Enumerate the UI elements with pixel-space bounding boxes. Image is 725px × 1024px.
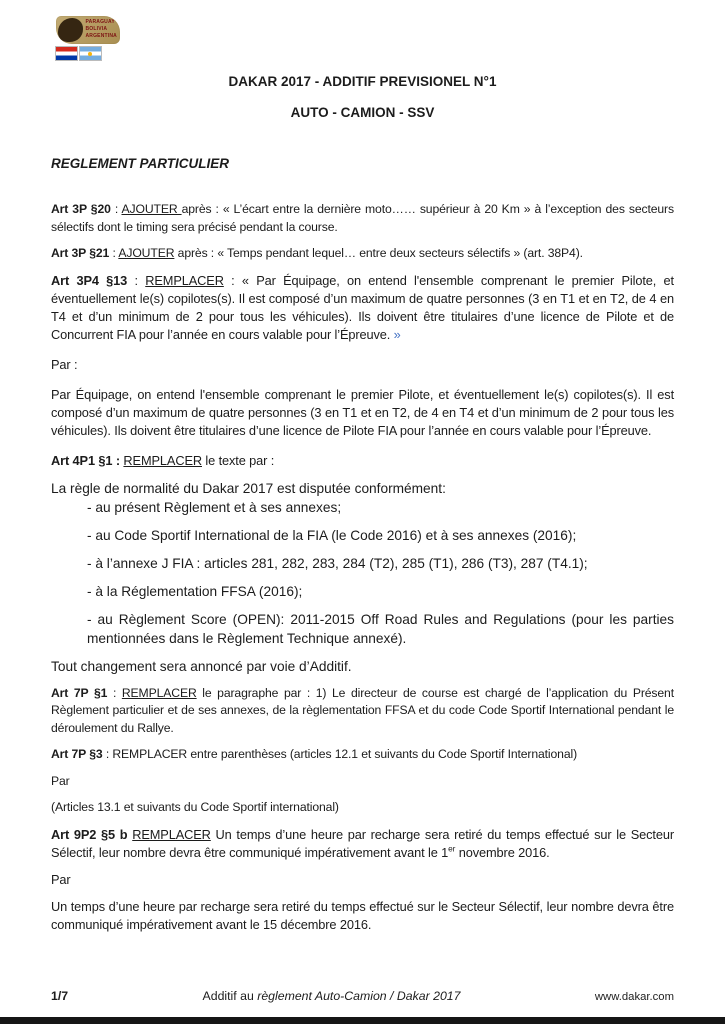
text-run: (Articles 13.1 et suivants du Code Sportif international)	[51, 800, 339, 814]
section-heading: REGLEMENT PARTICULIER	[51, 156, 230, 171]
art-9p2-5b	[51, 826, 674, 862]
logo-country-paraguay: PARAGUAY	[85, 19, 115, 25]
dakar-logo-badge	[56, 16, 120, 44]
logo-country-names	[85, 19, 117, 40]
text-run: AJOUTER	[121, 202, 182, 216]
list-item	[51, 498, 674, 517]
text-run: REMPLACER	[132, 826, 211, 842]
art-3p-20	[51, 201, 674, 236]
text-run: - au présent Règlement et à ses annexes;	[87, 499, 342, 515]
footer-center-text	[68, 989, 595, 1003]
replacement-3p4-13	[51, 386, 674, 440]
text-run: Par Équipage, on entend l'ensemble comprenant le premier Pilote, et éventuellement le(s) copilotes(s). Il est composé d’un maximum de quatre personnes (3 en T1 et en T2, de 4 en T4 et d’un minimum de 2 pour tous les véhicules). Ils doivent être titulaires d’une licence de Pilote FIA pour l’année en cours valable pour l’Épreuve.	[51, 386, 674, 438]
par-label	[51, 871, 674, 889]
logo-country-bolivia: BOLIVIA	[85, 26, 108, 32]
logo-flags	[56, 47, 120, 60]
text-run: Un temps d’une heure par recharge sera retiré du temps effectué sur le Secteur Sélectif, leur nombre devra être communiqué impérativement avant le 15 décembre 2016.	[51, 898, 674, 932]
list-item	[51, 582, 674, 601]
additif-note	[51, 657, 674, 676]
text-run: Par :	[51, 356, 78, 372]
page-bottom-edge	[0, 1017, 725, 1024]
dakar-bedouin-icon	[58, 18, 83, 42]
argentina-flag-icon	[80, 47, 101, 60]
logo-country-argentina: ARGENTINA	[85, 33, 117, 39]
text-run: - à l’annexe J FIA : articles 281, 282, 283, 284 (T2), 285 (T1), 286 (T3), 287 (T4.1);	[87, 555, 588, 571]
text-run: :	[107, 685, 122, 700]
text-run: Art 3P §21	[51, 246, 110, 260]
text-run: REMPLACER	[121, 685, 197, 700]
document-subtitle: AUTO - CAMION - SSV	[290, 105, 435, 120]
footer-center-italic: règlement Auto-Camion / Dakar 2017	[257, 989, 461, 1003]
footer-website-link[interactable]: www.dakar.com	[594, 991, 674, 1003]
par-label	[51, 356, 674, 374]
list-item	[51, 610, 674, 648]
page-number: 1/7	[51, 989, 69, 1003]
text-run: Tout changement sera annoncé par voie d’Additif.	[51, 658, 352, 674]
art-4p1-1	[51, 452, 674, 470]
document-body	[51, 201, 674, 934]
art-7p-3	[51, 746, 674, 764]
text-run: Art 3P §20	[51, 202, 111, 216]
art-3p4-13	[51, 272, 674, 344]
text-run: Par	[51, 773, 70, 788]
normality-intro	[51, 479, 674, 498]
text-run: :	[127, 272, 146, 288]
dakar-logo	[56, 16, 120, 60]
text-run: Art 7P §3	[51, 747, 103, 761]
document-title: DAKAR 2017 - ADDITIF PREVISIONEL N°1	[228, 74, 497, 89]
text-run: Art 7P §1	[51, 685, 108, 700]
text-run: :	[109, 246, 119, 260]
art-3p-21	[51, 245, 674, 263]
text-run: Art 3P4 §13	[51, 272, 128, 288]
text-run: - à la Réglementation FFSA (2016);	[87, 583, 303, 599]
text-run: : REMPLACER entre parenthèses (articles 12.1 et suivants du Code Sportif International)	[102, 747, 578, 761]
text-run: : « Par Équipage, on entend l'ensemble comprenant le premier Pilote, et éventuellement le(s) copilotes(s). Il est composé d’un maximum de quatre personnes (3 en T1 et en T2, de 4 en T4 et d’un minimum de 2 pour tous les véhicules). Ils doivent être titulaires d’une licence de Pilote et de Concurrent FIA pour l’année en cours valable pour l’Épreuve.	[51, 272, 674, 342]
art-7p-1	[51, 685, 674, 738]
text-run: - au Règlement Score (OPEN): 2011-2015 Off Road Rules and Regulations (pour les parties mentionnées dans le Règlement Technique annexé).	[87, 611, 674, 646]
text-run: le texte par :	[202, 452, 275, 468]
footer-center-regular: Additif au	[202, 989, 258, 1003]
list-item	[51, 526, 674, 545]
text-run: REMPLACER	[123, 452, 202, 468]
text-run: »	[393, 326, 401, 342]
text-run: après : « L’écart entre la dernière moto…… supérieur à 20 Km » à l’exception des secteurs sélectifs dont le timing sera précisé pendant la course.	[51, 202, 674, 234]
text-run: Par	[51, 871, 71, 887]
text-run: AJOUTER	[118, 246, 175, 260]
replacement-9p2-5b	[51, 898, 674, 934]
list-item	[51, 554, 674, 573]
text-run: :	[110, 202, 122, 216]
text-run: Art 9P2 §5 b	[51, 826, 133, 842]
text-run: La règle de normalité du Dakar 2017 est disputée conformément:	[51, 480, 446, 496]
text-run: Un temps d’une heure par recharge sera retiré du temps effectué sur le Secteur Sélectif, leur nombre devra être communiqué impérativement avant le 1	[51, 826, 674, 860]
page-footer	[51, 989, 674, 1003]
text-run: Art 4P1 §1 :	[51, 452, 124, 468]
text-run: REMPLACER	[145, 272, 224, 288]
text-run: novembre 2016.	[455, 844, 550, 860]
paraguay-flag-icon	[56, 47, 77, 60]
replacement-7p-3	[51, 799, 674, 817]
text-run: le paragraphe par : 1) Le directeur de course est chargé de l’application du Présent Règlement particulier et de ses annexes, de la règlementation FFSA et du code Code Sportif International pendant le déroulement du Rallye.	[51, 685, 674, 735]
text-run: après : « Temps pendant lequel… entre deux secteurs sélectifs » (art. 38P4).	[174, 246, 583, 260]
par-label	[51, 773, 674, 791]
argentina-sun-icon	[88, 52, 92, 56]
text-run: er	[448, 843, 456, 854]
text-run: - au Code Sportif International de la FIA (le Code 2016) et à ses annexes (2016);	[87, 527, 577, 543]
